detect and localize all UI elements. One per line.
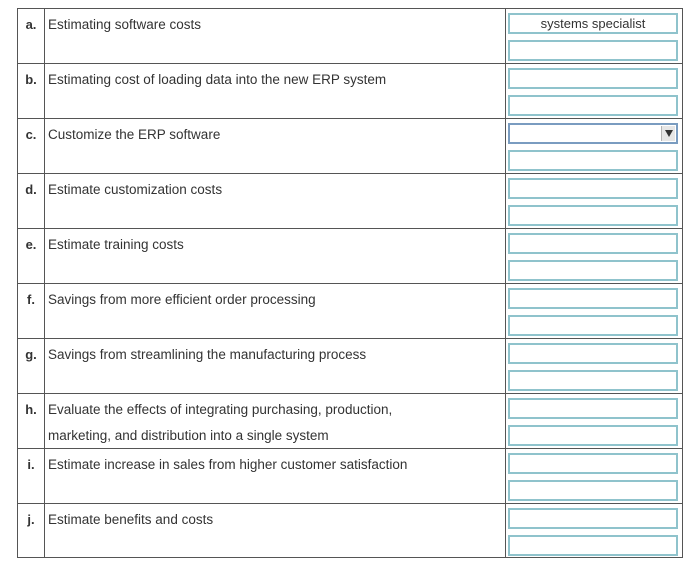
role-input[interactable] [508, 508, 678, 529]
value-input[interactable] [508, 425, 678, 446]
table-row-h [18, 394, 682, 449]
role-input[interactable] [508, 398, 678, 419]
table-row-b [18, 64, 682, 119]
value-input[interactable] [508, 370, 678, 391]
value-input[interactable] [508, 315, 678, 336]
value-input[interactable] [508, 480, 678, 501]
table-row-f [18, 284, 682, 339]
dropdown-button[interactable] [661, 126, 675, 141]
role-input[interactable]: systems specialist [508, 13, 678, 34]
table-row-i [18, 449, 682, 504]
table-row-g [18, 339, 682, 394]
table-row-c [18, 119, 682, 174]
row-letter: a. [18, 9, 45, 63]
row-letter: d. [18, 174, 45, 228]
row-letter: e. [18, 229, 45, 283]
role-select[interactable] [508, 123, 678, 144]
value-input[interactable] [508, 535, 678, 556]
row-description: Estimating software costs [45, 9, 506, 63]
role-input[interactable] [508, 288, 678, 309]
row-letter: b. [18, 64, 45, 118]
table-row-j [18, 504, 682, 557]
table-row-e [18, 229, 682, 284]
row-description: Estimate customization costs [45, 174, 506, 228]
row-description: Customize the ERP software [45, 119, 506, 173]
row-description: Savings from more efficient order processing [45, 284, 506, 338]
row-description-line2: marketing, and distribution into a single system [48, 428, 329, 443]
value-input[interactable] [508, 40, 678, 61]
value-input[interactable] [508, 95, 678, 116]
row-description: Estimate increase in sales from higher customer satisfaction [45, 449, 506, 503]
value-input[interactable] [508, 260, 678, 281]
row-description-line1: Evaluate the effects of integrating purchasing, production, [48, 402, 393, 417]
row-description [45, 394, 506, 448]
role-input[interactable] [508, 178, 678, 199]
row-description: Estimate benefits and costs [45, 504, 506, 557]
value-input[interactable] [508, 205, 678, 226]
row-letter: c. [18, 119, 45, 173]
row-letter: g. [18, 339, 45, 393]
role-input[interactable] [508, 68, 678, 89]
table-row-d [18, 174, 682, 229]
row-description: Estimate training costs [45, 229, 506, 283]
role-input[interactable] [508, 343, 678, 364]
row-description: Estimating cost of loading data into the new ERP system [45, 64, 506, 118]
row-letter: i. [18, 449, 45, 503]
task-table [17, 8, 683, 558]
role-input[interactable] [508, 453, 678, 474]
triangle-down-icon [665, 130, 673, 137]
row-description: Savings from streamlining the manufacturing process [45, 339, 506, 393]
row-letter: f. [18, 284, 45, 338]
role-input[interactable] [508, 233, 678, 254]
row-letter: h. [18, 394, 45, 448]
table-row-a [18, 9, 682, 64]
row-letter: j. [18, 504, 45, 557]
value-input[interactable] [508, 150, 678, 171]
